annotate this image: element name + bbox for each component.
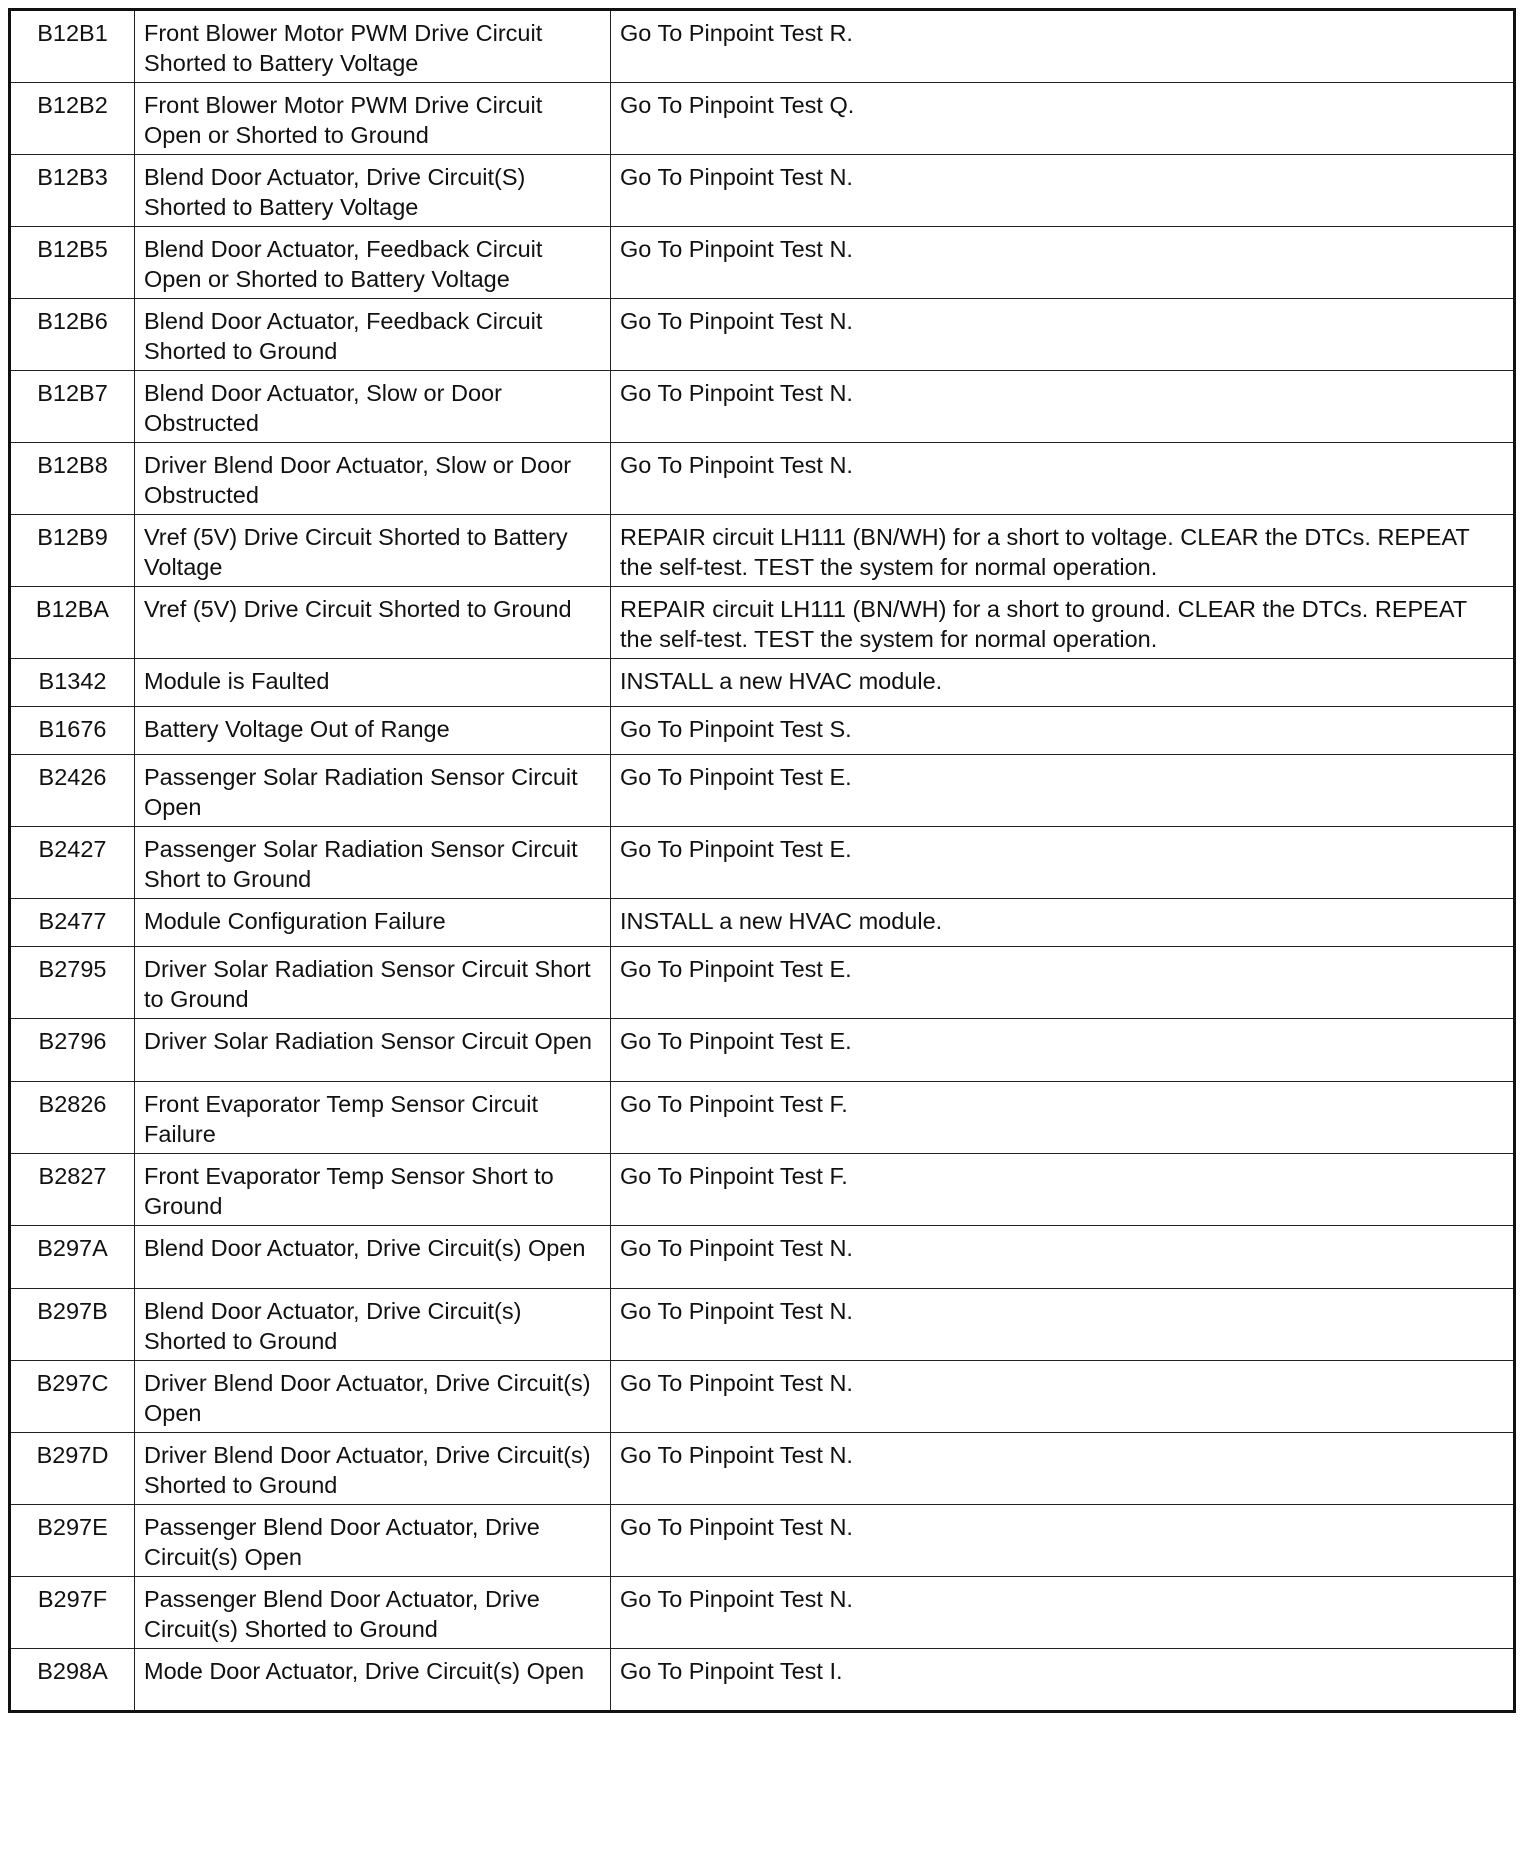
dtc-description: Driver Solar Radiation Sensor Circuit Open bbox=[135, 1019, 611, 1082]
dtc-code: B2427 bbox=[10, 827, 135, 899]
dtc-description: Blend Door Actuator, Slow or Door Obstructed bbox=[135, 371, 611, 443]
table-row bbox=[10, 587, 1515, 659]
table-row bbox=[10, 443, 1515, 515]
table-row bbox=[10, 1019, 1515, 1082]
dtc-code: B12B9 bbox=[10, 515, 135, 587]
dtc-code: B12B3 bbox=[10, 155, 135, 227]
dtc-code: B12B6 bbox=[10, 299, 135, 371]
dtc-code: B1676 bbox=[10, 707, 135, 755]
dtc-code: B297E bbox=[10, 1505, 135, 1577]
dtc-code: B12BA bbox=[10, 587, 135, 659]
dtc-action: Go To Pinpoint Test N. bbox=[611, 443, 1515, 515]
dtc-action: REPAIR circuit LH111 (BN/WH) for a short to ground. CLEAR the DTCs. REPEAT the self-test. TEST the system for normal operation. bbox=[611, 587, 1515, 659]
table-row bbox=[10, 10, 1515, 83]
dtc-description: Front Blower Motor PWM Drive Circuit Shorted to Battery Voltage bbox=[135, 10, 611, 83]
dtc-action: Go To Pinpoint Test I. bbox=[611, 1649, 1515, 1712]
dtc-code: B297D bbox=[10, 1433, 135, 1505]
table-row bbox=[10, 1082, 1515, 1154]
dtc-code: B297C bbox=[10, 1361, 135, 1433]
dtc-code: B297A bbox=[10, 1226, 135, 1289]
dtc-description: Vref (5V) Drive Circuit Shorted to Ground bbox=[135, 587, 611, 659]
dtc-code: B2795 bbox=[10, 947, 135, 1019]
dtc-table bbox=[8, 8, 1516, 1713]
dtc-action: Go To Pinpoint Test N. bbox=[611, 299, 1515, 371]
dtc-code: B2426 bbox=[10, 755, 135, 827]
dtc-action: INSTALL a new HVAC module. bbox=[611, 899, 1515, 947]
dtc-description: Blend Door Actuator, Feedback Circuit Shorted to Ground bbox=[135, 299, 611, 371]
dtc-description: Vref (5V) Drive Circuit Shorted to Battery Voltage bbox=[135, 515, 611, 587]
dtc-action: Go To Pinpoint Test N. bbox=[611, 1433, 1515, 1505]
table-row bbox=[10, 1289, 1515, 1361]
table-row bbox=[10, 227, 1515, 299]
dtc-description: Blend Door Actuator, Drive Circuit(s) Open bbox=[135, 1226, 611, 1289]
dtc-description: Blend Door Actuator, Drive Circuit(s) Shorted to Ground bbox=[135, 1289, 611, 1361]
dtc-description: Driver Solar Radiation Sensor Circuit Short to Ground bbox=[135, 947, 611, 1019]
table-row bbox=[10, 827, 1515, 899]
dtc-action: Go To Pinpoint Test Q. bbox=[611, 83, 1515, 155]
dtc-description: Front Evaporator Temp Sensor Short to Ground bbox=[135, 1154, 611, 1226]
dtc-action: REPAIR circuit LH111 (BN/WH) for a short to voltage. CLEAR the DTCs. REPEAT the self-test. TEST the system for normal operation. bbox=[611, 515, 1515, 587]
table-row bbox=[10, 299, 1515, 371]
dtc-code: B12B2 bbox=[10, 83, 135, 155]
table-row bbox=[10, 155, 1515, 227]
dtc-code: B298A bbox=[10, 1649, 135, 1712]
table-row bbox=[10, 659, 1515, 707]
dtc-description: Mode Door Actuator, Drive Circuit(s) Open bbox=[135, 1649, 611, 1712]
table-row bbox=[10, 1505, 1515, 1577]
dtc-description: Front Evaporator Temp Sensor Circuit Failure bbox=[135, 1082, 611, 1154]
table-row bbox=[10, 707, 1515, 755]
dtc-description: Module Configuration Failure bbox=[135, 899, 611, 947]
dtc-code: B2827 bbox=[10, 1154, 135, 1226]
table-row bbox=[10, 1577, 1515, 1649]
dtc-description: Blend Door Actuator, Drive Circuit(S) Shorted to Battery Voltage bbox=[135, 155, 611, 227]
dtc-code: B2826 bbox=[10, 1082, 135, 1154]
dtc-action: Go To Pinpoint Test S. bbox=[611, 707, 1515, 755]
dtc-code: B297F bbox=[10, 1577, 135, 1649]
dtc-code: B12B5 bbox=[10, 227, 135, 299]
dtc-action: Go To Pinpoint Test E. bbox=[611, 1019, 1515, 1082]
dtc-code: B12B8 bbox=[10, 443, 135, 515]
dtc-action: Go To Pinpoint Test N. bbox=[611, 1361, 1515, 1433]
dtc-code: B297B bbox=[10, 1289, 135, 1361]
dtc-action: Go To Pinpoint Test N. bbox=[611, 1289, 1515, 1361]
table-row bbox=[10, 371, 1515, 443]
table-row bbox=[10, 755, 1515, 827]
dtc-action: Go To Pinpoint Test N. bbox=[611, 155, 1515, 227]
dtc-description: Battery Voltage Out of Range bbox=[135, 707, 611, 755]
table-row bbox=[10, 1361, 1515, 1433]
dtc-action: Go To Pinpoint Test E. bbox=[611, 947, 1515, 1019]
dtc-action: Go To Pinpoint Test R. bbox=[611, 10, 1515, 83]
dtc-code: B12B1 bbox=[10, 10, 135, 83]
dtc-action: Go To Pinpoint Test N. bbox=[611, 1505, 1515, 1577]
table-row bbox=[10, 1154, 1515, 1226]
dtc-action: Go To Pinpoint Test N. bbox=[611, 1226, 1515, 1289]
dtc-description: Front Blower Motor PWM Drive Circuit Open or Shorted to Ground bbox=[135, 83, 611, 155]
dtc-action: INSTALL a new HVAC module. bbox=[611, 659, 1515, 707]
table-row bbox=[10, 1649, 1515, 1712]
table-row bbox=[10, 515, 1515, 587]
table-row bbox=[10, 1226, 1515, 1289]
dtc-description: Driver Blend Door Actuator, Drive Circuit(s) Shorted to Ground bbox=[135, 1433, 611, 1505]
dtc-description: Passenger Blend Door Actuator, Drive Circuit(s) Shorted to Ground bbox=[135, 1577, 611, 1649]
dtc-action: Go To Pinpoint Test E. bbox=[611, 827, 1515, 899]
dtc-description: Passenger Solar Radiation Sensor Circuit Short to Ground bbox=[135, 827, 611, 899]
dtc-action: Go To Pinpoint Test F. bbox=[611, 1154, 1515, 1226]
dtc-code: B2796 bbox=[10, 1019, 135, 1082]
table-row bbox=[10, 947, 1515, 1019]
dtc-action: Go To Pinpoint Test N. bbox=[611, 371, 1515, 443]
table-row bbox=[10, 83, 1515, 155]
dtc-description: Passenger Solar Radiation Sensor Circuit Open bbox=[135, 755, 611, 827]
dtc-action: Go To Pinpoint Test F. bbox=[611, 1082, 1515, 1154]
dtc-code: B12B7 bbox=[10, 371, 135, 443]
dtc-description: Module is Faulted bbox=[135, 659, 611, 707]
dtc-description: Driver Blend Door Actuator, Slow or Door Obstructed bbox=[135, 443, 611, 515]
dtc-description: Passenger Blend Door Actuator, Drive Circuit(s) Open bbox=[135, 1505, 611, 1577]
dtc-action: Go To Pinpoint Test N. bbox=[611, 1577, 1515, 1649]
dtc-action: Go To Pinpoint Test E. bbox=[611, 755, 1515, 827]
dtc-code: B2477 bbox=[10, 899, 135, 947]
dtc-code: B1342 bbox=[10, 659, 135, 707]
dtc-action: Go To Pinpoint Test N. bbox=[611, 227, 1515, 299]
dtc-description: Driver Blend Door Actuator, Drive Circuit(s) Open bbox=[135, 1361, 611, 1433]
table-row bbox=[10, 899, 1515, 947]
table-row bbox=[10, 1433, 1515, 1505]
dtc-description: Blend Door Actuator, Feedback Circuit Open or Shorted to Battery Voltage bbox=[135, 227, 611, 299]
